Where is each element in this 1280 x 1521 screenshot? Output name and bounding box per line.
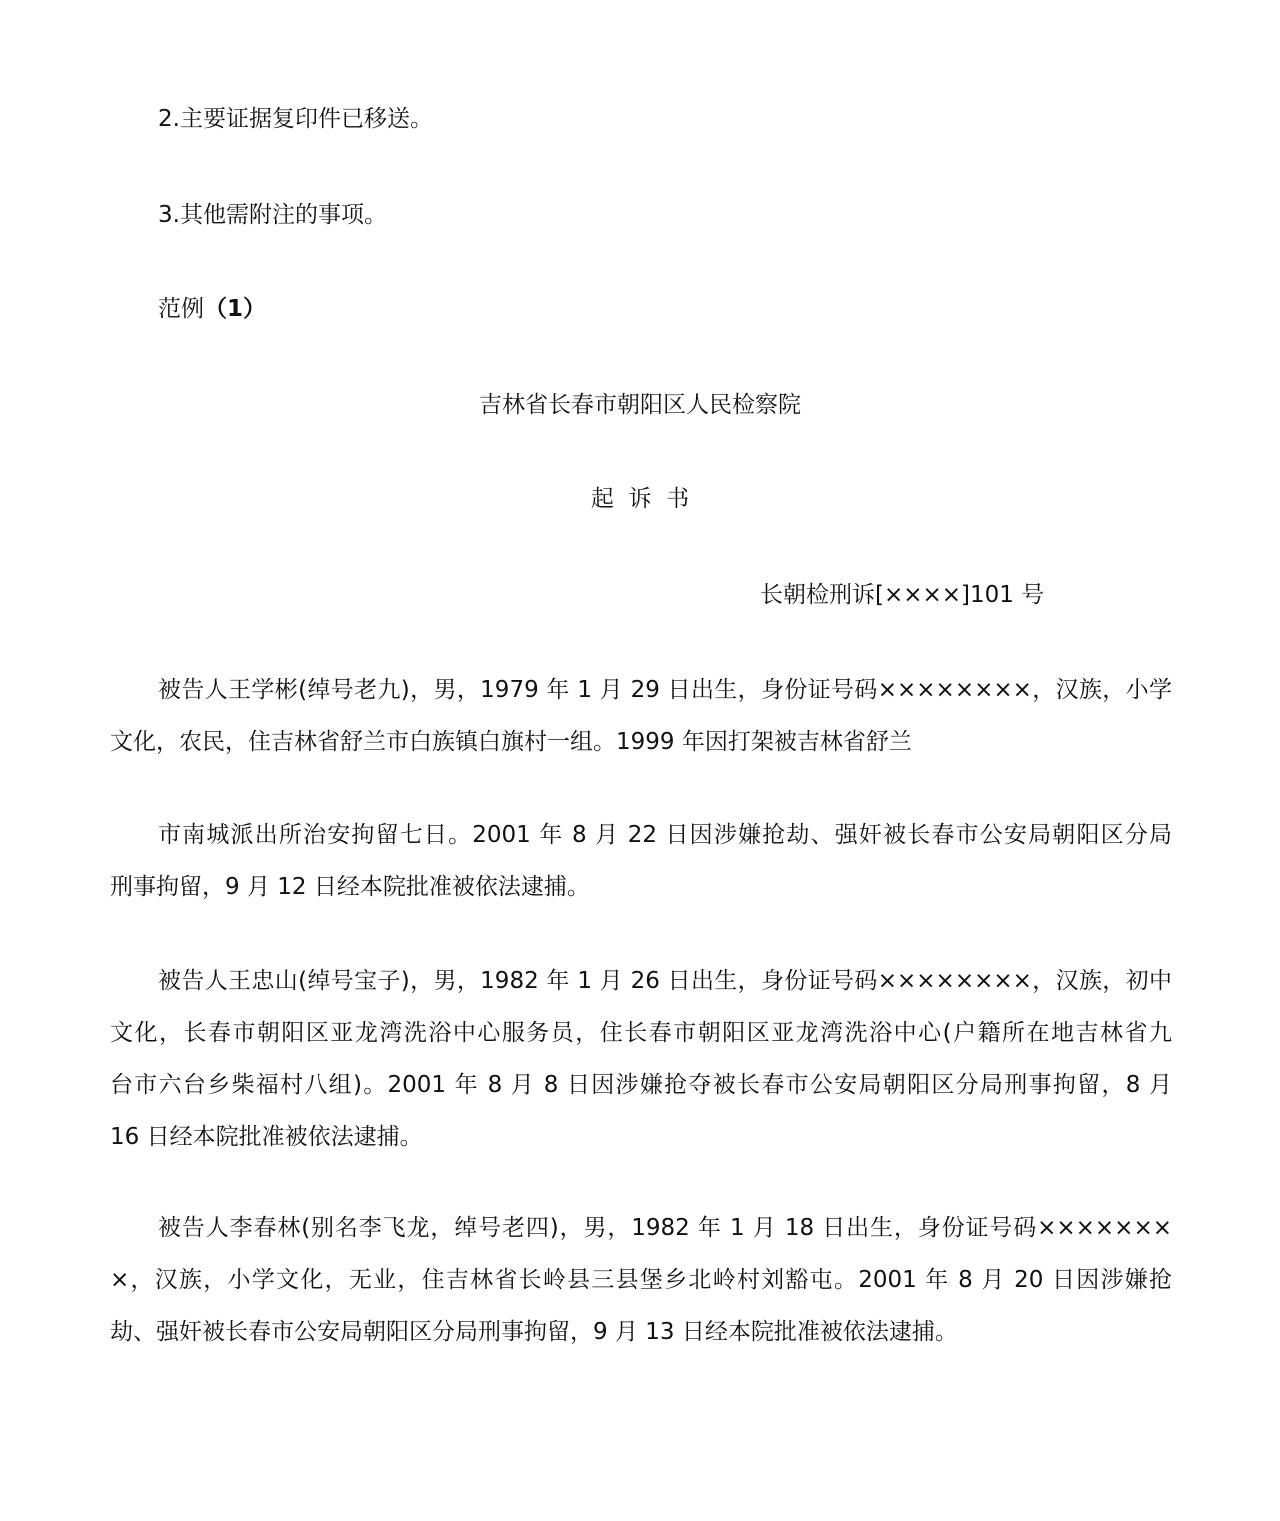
paragraph-line: 市南城派出所治安拘留七日。2001 年 8 月 22 日因涉嫌抢劫、强奸被长春市公安局朝阳区分局 [158, 822, 1172, 848]
doc-title: 起 诉 书 [590, 486, 690, 512]
example-label: 范例 [158, 296, 204, 322]
paragraph-line: ×，汉族，小学文化，无业，住吉林省长岭县三县堡乡北岭村刘豁屯。2001 年 8 月 20 日因涉嫌抢 [110, 1267, 1172, 1293]
paragraph-line: 文化，长春市朝阳区亚龙湾洗浴中心服务员，住长春市朝阳区亚龙湾洗浴中心(户籍所在地吉林省九 [110, 1020, 1172, 1046]
paragraph-line: 被告人王学彬(绰号老九)，男，1979 年 1 月 29 日出生，身份证号码××××××××，汉族，小学 [158, 677, 1172, 703]
doc-number: 长朝检刑诉[××××]101 号 [760, 582, 1045, 608]
paragraph-line: 劫、强奸被长春市公安局朝阳区分局刑事拘留，9 月 13 日经本院批准被依法逮捕。 [110, 1319, 958, 1345]
paragraph-line: 刑事拘留，9 月 12 日经本院批准被依法逮捕。 [110, 874, 590, 900]
note-2: 2.主要证据复印件已移送。 [158, 106, 433, 132]
example-heading [158, 292, 1172, 326]
paragraph-line: 被告人王忠山(绰号宝子)，男，1982 年 1 月 26 日出生，身份证号码××××××××，汉族，初中 [158, 968, 1172, 994]
paragraph-line: 台市六台乡柴福村八组)。2001 年 8 月 8 日因涉嫌抢夺被长春市公安局朝阳区分局刑事拘留，8 月 [110, 1072, 1172, 1098]
paragraph-line: 16 日经本院批准被依法逮捕。 [110, 1124, 423, 1150]
paragraph-line: 被告人李春林(别名李飞龙，绰号老四)，男，1982 年 1 月 18 日出生，身份证号码××××××× [158, 1215, 1172, 1241]
example-number: （1） [204, 296, 267, 322]
paragraph-line: 文化，农民，住吉林省舒兰市白族镇白旗村一组。1999 年因打架被吉林省舒兰 [110, 729, 912, 755]
note-3: 3.其他需附注的事项。 [158, 202, 387, 228]
org-title: 吉林省长春市朝阳区人民检察院 [479, 392, 801, 418]
